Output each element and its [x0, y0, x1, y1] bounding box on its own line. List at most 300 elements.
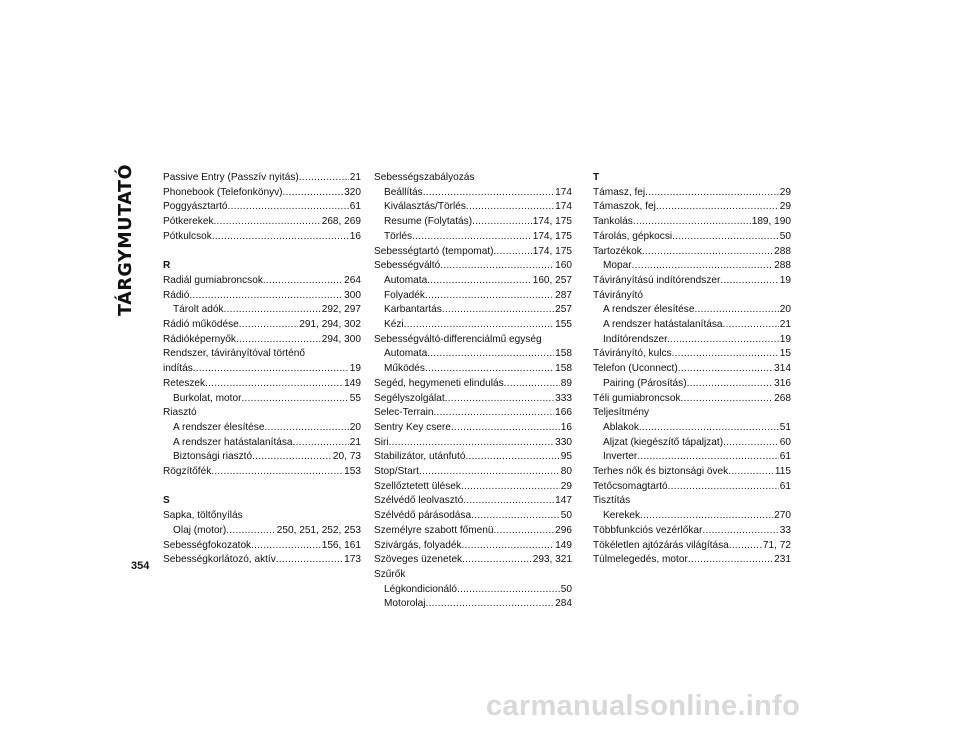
index-subentry: [163, 450, 361, 465]
entry-pages: 250, 251, 252, 253: [276, 524, 361, 536]
index-subentry: [163, 303, 361, 318]
entry-pages: 174: [555, 201, 572, 213]
dot-leader: [404, 318, 555, 333]
entry-term: Túlmelegedés, motor: [593, 554, 688, 566]
index-entry: [163, 215, 361, 230]
index-subentry: [374, 200, 572, 215]
entry-pages: 268: [774, 392, 791, 404]
entry-term: Sebességfokozatok: [163, 539, 252, 551]
entry-term: Terhes nők és biztonsági övek: [593, 466, 729, 478]
index-entry: [593, 362, 791, 377]
entry-pages: 29: [779, 186, 791, 198]
entry-pages: 147: [555, 495, 572, 507]
dot-leader: [457, 583, 560, 598]
entry-pages: 149: [555, 539, 572, 551]
entry-pages: 153: [344, 466, 361, 478]
entry-term: Távirányítású indítórendszer: [593, 274, 721, 286]
dot-leader: [504, 377, 560, 392]
index-entry: [163, 200, 361, 215]
entry-pages: 29: [560, 480, 572, 492]
index-entry: [163, 377, 361, 392]
dot-leader: [681, 392, 774, 407]
index-entry: [163, 362, 361, 377]
index-group-heading: Rendszer, távirányítóval történő: [163, 348, 305, 360]
dot-leader: [465, 450, 559, 465]
dot-leader: [214, 215, 321, 230]
entry-term: Támaszok, fej: [593, 201, 656, 213]
entry-pages: 55: [349, 392, 361, 404]
index-subentry: [163, 421, 361, 436]
dot-leader: [494, 524, 555, 539]
entry-term: Légkondicionáló: [384, 583, 457, 595]
entry-pages: 173: [344, 554, 361, 566]
index-spacer: [163, 245, 361, 260]
dot-leader: [656, 200, 779, 215]
dot-leader: [427, 347, 554, 362]
entry-pages: 21: [779, 319, 791, 331]
entry-pages: 51: [779, 421, 791, 433]
dot-leader: [236, 333, 321, 348]
entry-pages: 284: [555, 598, 572, 610]
entry-term: Selec-Terrain: [374, 407, 434, 419]
entry-term: Aljzat (kiegészítő tápaljzat): [603, 436, 724, 448]
entry-pages: 71, 72: [762, 539, 791, 551]
entry-term: Szélvédő párásodása: [374, 510, 472, 522]
dot-leader: [687, 377, 774, 392]
dot-leader: [723, 436, 779, 451]
entry-term: Mopar: [603, 260, 632, 272]
dot-leader: [211, 465, 343, 480]
entry-pages: 60: [779, 436, 791, 448]
dot-leader: [264, 421, 348, 436]
index-group-heading: Sebességváltó-differenciálmű egység: [374, 333, 542, 345]
entry-pages: 296: [555, 524, 572, 536]
entry-pages: 61: [779, 451, 791, 463]
dot-leader: [426, 597, 555, 612]
index-entry: [163, 539, 361, 554]
dot-leader: [283, 186, 344, 201]
index-entry: [374, 494, 572, 509]
entry-pages: 300: [344, 289, 361, 301]
dot-leader: [639, 421, 779, 436]
entry-pages: 21: [349, 172, 361, 183]
entry-term: Resume (Folytatás): [384, 216, 473, 228]
index-entry: [593, 274, 791, 289]
dot-leader: [494, 245, 532, 260]
entry-pages: 330: [555, 436, 572, 448]
entry-pages: 264: [344, 274, 361, 286]
index-subentry: [374, 186, 572, 201]
entry-term: Kerekek: [603, 510, 641, 522]
index-subentry: [593, 450, 791, 465]
dot-leader: [632, 259, 774, 274]
index-entry: [593, 465, 791, 480]
index-entry: [374, 377, 572, 392]
page-number: 354: [131, 560, 150, 572]
index-letter-heading: T: [593, 172, 600, 183]
entry-term: Tárolt adók: [173, 304, 224, 316]
entry-term: Biztonsági riasztó: [173, 451, 253, 463]
index-column-3: [593, 171, 791, 568]
entry-pages: 166: [555, 407, 572, 419]
entry-pages: 61: [779, 480, 791, 492]
entry-term: Olaj (motor): [173, 524, 227, 536]
index-subentry: [163, 524, 361, 539]
entry-pages: 20: [779, 304, 791, 316]
index-entry: [593, 524, 791, 539]
entry-term: Folyadék: [384, 289, 425, 301]
dot-leader: [205, 377, 343, 392]
entry-term: Motorolaj: [384, 598, 426, 610]
entry-term: Tökéletlen ajtózárás világítása: [593, 539, 729, 551]
entry-term: Sebességkorlátozó, aktív: [163, 554, 276, 566]
dot-leader: [472, 215, 532, 230]
entry-term: Szivárgás, folyadék: [374, 539, 462, 551]
entry-term: Pairing (Párosítás): [603, 377, 687, 389]
index-spacer: [163, 480, 361, 495]
index-entry: [593, 230, 791, 245]
entry-pages: 174, 175: [532, 245, 572, 257]
entry-term: Téli gumiabroncsok: [593, 392, 681, 404]
index-subentry: [374, 303, 572, 318]
index-subentry: [593, 318, 791, 333]
index-group-heading: Szűrők: [374, 568, 406, 580]
index-entry: [374, 480, 572, 495]
index-column-2: [374, 171, 572, 612]
dot-leader: [193, 362, 349, 377]
dot-leader: [425, 362, 554, 377]
entry-pages: 270: [774, 510, 791, 522]
entry-term: Phonebook (Telefonkönyv): [163, 186, 283, 198]
entry-term: Rögzítőfék: [163, 466, 212, 478]
dot-leader: [445, 392, 554, 407]
index-entry: [163, 289, 361, 304]
dot-leader: [633, 215, 751, 230]
dot-leader: [694, 303, 778, 318]
index-subentry: [593, 436, 791, 451]
entry-term: Szélvédő leolvasztó: [374, 495, 464, 507]
entry-pages: 19: [779, 333, 791, 345]
entry-term: Karbantartás: [384, 304, 442, 316]
entry-term: A rendszer élesítése: [603, 304, 695, 316]
dot-leader: [226, 524, 276, 539]
entry-term: Kézi: [384, 319, 404, 331]
dot-leader: [471, 509, 560, 524]
entry-pages: 155: [555, 319, 572, 331]
index-entry: [163, 186, 361, 201]
index-entry: [374, 450, 572, 465]
dot-leader: [419, 465, 560, 480]
index-entry: [374, 553, 572, 568]
index-entry: [374, 392, 572, 407]
entry-term: Radiál gumiabroncsok: [163, 274, 263, 286]
entry-term: Siri: [374, 436, 389, 448]
index-entry: [374, 245, 572, 260]
entry-term: Stabilizátor, utánfutó: [374, 451, 466, 463]
entry-pages: 61: [349, 201, 361, 213]
index-subentry: [374, 215, 572, 230]
index-group-heading: Riasztó: [163, 407, 197, 419]
dot-leader: [442, 303, 554, 318]
entry-term: Pótkulcsok: [163, 230, 212, 242]
entry-pages: 149: [344, 377, 361, 389]
index-entry: [163, 230, 361, 245]
dot-leader: [425, 289, 554, 304]
entry-term: Telefon (Uconnect): [593, 363, 678, 375]
dot-leader: [389, 436, 555, 451]
dot-leader: [412, 230, 532, 245]
dot-leader: [637, 450, 779, 465]
entry-pages: 89: [560, 377, 572, 389]
dot-leader: [239, 318, 299, 333]
entry-pages: 50: [560, 510, 572, 522]
index-subentry: [593, 377, 791, 392]
index-entry: [593, 200, 791, 215]
entry-term: A rendszer hatástalanítása: [173, 436, 293, 448]
dot-leader: [461, 480, 560, 495]
entry-pages: 95: [560, 451, 572, 463]
entry-pages: 15: [779, 348, 791, 360]
dot-leader: [688, 553, 773, 568]
entry-pages: 294, 300: [321, 333, 361, 345]
entry-pages: 29: [779, 201, 791, 213]
entry-pages: 50: [560, 583, 572, 595]
entry-term: Működés: [384, 363, 425, 375]
entry-term: Beállítás: [384, 186, 423, 198]
index-subentry: [374, 230, 572, 245]
entry-pages: 21: [349, 436, 361, 448]
index-entry: [593, 245, 791, 260]
entry-term: Indítórendszer.: [603, 333, 670, 345]
entry-term: Távirányító, kulcs: [593, 348, 672, 360]
entry-term: Tartozékok: [593, 245, 642, 257]
entry-term: Kiválasztás/Törlés: [384, 201, 466, 213]
index-group-heading: Sebességszabályozás: [374, 172, 475, 183]
entry-pages: 20, 73: [332, 451, 361, 463]
index-group-heading: Távirányító: [593, 289, 643, 301]
dot-leader: [463, 494, 554, 509]
index-group-heading: Sapka, töltőnyílás: [163, 510, 243, 522]
entry-term: Stop/Start: [374, 466, 419, 478]
entry-term: Tankolás: [593, 216, 633, 228]
dot-leader: [678, 362, 773, 377]
entry-pages: 19: [779, 274, 791, 286]
dot-leader: [466, 200, 554, 215]
index-subentry: [374, 318, 572, 333]
entry-term: Támasz, fej: [593, 186, 646, 198]
index-subentry: [374, 289, 572, 304]
index-entry: [593, 186, 791, 201]
entry-pages: 320: [344, 186, 361, 198]
dot-leader: [462, 553, 532, 568]
entry-pages: 115: [774, 466, 791, 478]
dot-leader: [642, 245, 773, 260]
index-group-heading: Tisztítás: [593, 495, 631, 507]
entry-pages: 156, 161: [321, 539, 361, 551]
dot-leader: [440, 259, 554, 274]
entry-term: Sentry Key csere: [374, 421, 451, 433]
entry-term: Pótkerekek: [163, 216, 214, 228]
dot-leader: [423, 186, 554, 201]
index-subentry: [593, 259, 791, 274]
index-entry: [374, 539, 572, 554]
index-subentry: [593, 509, 791, 524]
entry-pages: 33: [779, 524, 791, 536]
entry-term: Tetőcsomagtartó: [593, 480, 668, 492]
index-subentry: [374, 347, 572, 362]
entry-pages: 20: [349, 421, 361, 433]
index-entry: [374, 509, 572, 524]
entry-pages: 287: [555, 289, 572, 301]
dot-leader: [723, 318, 779, 333]
index-subentry: [593, 333, 791, 348]
dot-leader: [702, 524, 778, 539]
entry-pages: 160, 257: [532, 274, 572, 286]
dot-leader: [212, 230, 349, 245]
entry-term: Rádió: [163, 289, 190, 301]
index-entry: [593, 347, 791, 362]
dot-leader: [668, 480, 779, 495]
entry-pages: 288: [774, 245, 791, 257]
entry-term: Szellőztetett ülések: [374, 480, 461, 492]
entry-pages: 16: [560, 421, 572, 433]
index-subentry: [374, 583, 572, 598]
entry-pages: 316: [774, 377, 791, 389]
entry-term: Reteszek: [163, 377, 206, 389]
dot-leader: [433, 406, 554, 421]
dot-leader: [241, 392, 348, 407]
entry-pages: 80: [560, 466, 572, 478]
entry-pages: 158: [555, 348, 572, 360]
index-entry: [593, 539, 791, 554]
dot-leader: [251, 539, 321, 554]
entry-term: Automata: [384, 274, 428, 286]
entry-pages: 257: [555, 304, 572, 316]
index-entry: [163, 333, 361, 348]
watermark: carmanualsonline.info: [486, 690, 801, 722]
entry-pages: 174, 175: [532, 230, 572, 242]
entry-term: Rádió működése: [163, 319, 239, 331]
entry-term: Passive Entry (Passzív nyitás): [163, 172, 299, 183]
index-entry: [593, 553, 791, 568]
entry-term: Burkolat, motor: [173, 392, 242, 404]
index-subentry: [593, 421, 791, 436]
index-entry: [374, 421, 572, 436]
entry-term: Törlés: [384, 230, 413, 242]
entry-term: Segéd, hegymeneti elindulás: [374, 377, 504, 389]
side-section-title: TÁRGYMUTATÓ: [116, 163, 136, 316]
dot-leader: [462, 539, 555, 554]
index-subentry: [374, 597, 572, 612]
dot-leader: [276, 553, 343, 568]
dot-leader: [640, 509, 773, 524]
dot-leader: [263, 274, 343, 289]
entry-term: Ablakok: [603, 421, 639, 433]
entry-term: indítás: [163, 363, 193, 375]
index-letter-heading: R: [163, 260, 171, 272]
entry-pages: 333: [555, 392, 572, 404]
index-entry: [374, 406, 572, 421]
entry-pages: 314: [774, 363, 791, 375]
entry-pages: 231: [774, 554, 791, 566]
dot-leader: [189, 289, 343, 304]
dot-leader: [672, 347, 779, 362]
entry-term: Segélyszolgálat: [374, 392, 445, 404]
entry-pages: 19: [349, 363, 361, 375]
dot-leader: [299, 171, 349, 186]
entry-pages: 50: [779, 230, 791, 242]
index-entry: [163, 318, 361, 333]
entry-pages: 158: [555, 363, 572, 375]
entry-term: Személyre szabott főmenü: [374, 524, 494, 536]
entry-pages: 189, 190: [751, 216, 791, 228]
dot-leader: [224, 303, 321, 318]
dot-leader: [293, 436, 349, 451]
dot-leader: [672, 230, 779, 245]
dot-leader: [670, 333, 779, 348]
entry-term: Inverter: [603, 451, 638, 463]
index-subentry: [163, 436, 361, 451]
entry-term: Sebességtartó (tempomat): [374, 245, 494, 257]
index-group-heading: Teljesítmény: [593, 407, 650, 419]
entry-term: A rendszer hatástalanítása: [603, 319, 723, 331]
entry-term: Automata: [384, 348, 428, 360]
index-letter-heading: S: [163, 495, 170, 507]
index-entry: [163, 465, 361, 480]
dot-leader: [720, 274, 778, 289]
index-column-1: [163, 171, 361, 568]
index-entry: [374, 524, 572, 539]
entry-pages: 160: [555, 260, 572, 272]
entry-pages: 291, 294, 302: [299, 319, 361, 331]
dot-leader: [729, 539, 762, 554]
entry-pages: 293, 321: [532, 554, 572, 566]
index-subentry: [163, 392, 361, 407]
entry-term: Tárolás, gépkocsi: [593, 230, 673, 242]
entry-pages: 292, 297: [321, 304, 361, 316]
entry-term: Poggyásztartó: [163, 201, 228, 213]
entry-term: Szöveges üzenetek: [374, 554, 463, 566]
index-entry: [593, 392, 791, 407]
entry-pages: 174, 175: [532, 216, 572, 228]
index-entry: [593, 480, 791, 495]
index-subentry: [593, 303, 791, 318]
dot-leader: [728, 465, 774, 480]
dot-leader: [427, 274, 531, 289]
entry-pages: 268, 269: [321, 216, 361, 228]
index-entry: [163, 274, 361, 289]
index-entry: [374, 436, 572, 451]
entry-pages: 16: [349, 230, 361, 242]
index-entry: [163, 171, 361, 186]
index-entry: [374, 259, 572, 274]
entry-pages: 288: [774, 260, 791, 272]
dot-leader: [451, 421, 560, 436]
index-entry: [593, 215, 791, 230]
entry-term: Rádióképernyők: [163, 333, 236, 345]
index-subentry: [374, 274, 572, 289]
index-entry: [163, 553, 361, 568]
dot-leader: [228, 200, 349, 215]
entry-pages: 174: [555, 186, 572, 198]
entry-term: Sebességváltó: [374, 260, 441, 272]
entry-term: Többfunkciós vezérlőkar: [593, 524, 703, 536]
index-entry: [374, 465, 572, 480]
entry-term: A rendszer élesítése: [173, 421, 265, 433]
dot-leader: [645, 186, 779, 201]
dot-leader: [252, 450, 332, 465]
index-subentry: [374, 362, 572, 377]
